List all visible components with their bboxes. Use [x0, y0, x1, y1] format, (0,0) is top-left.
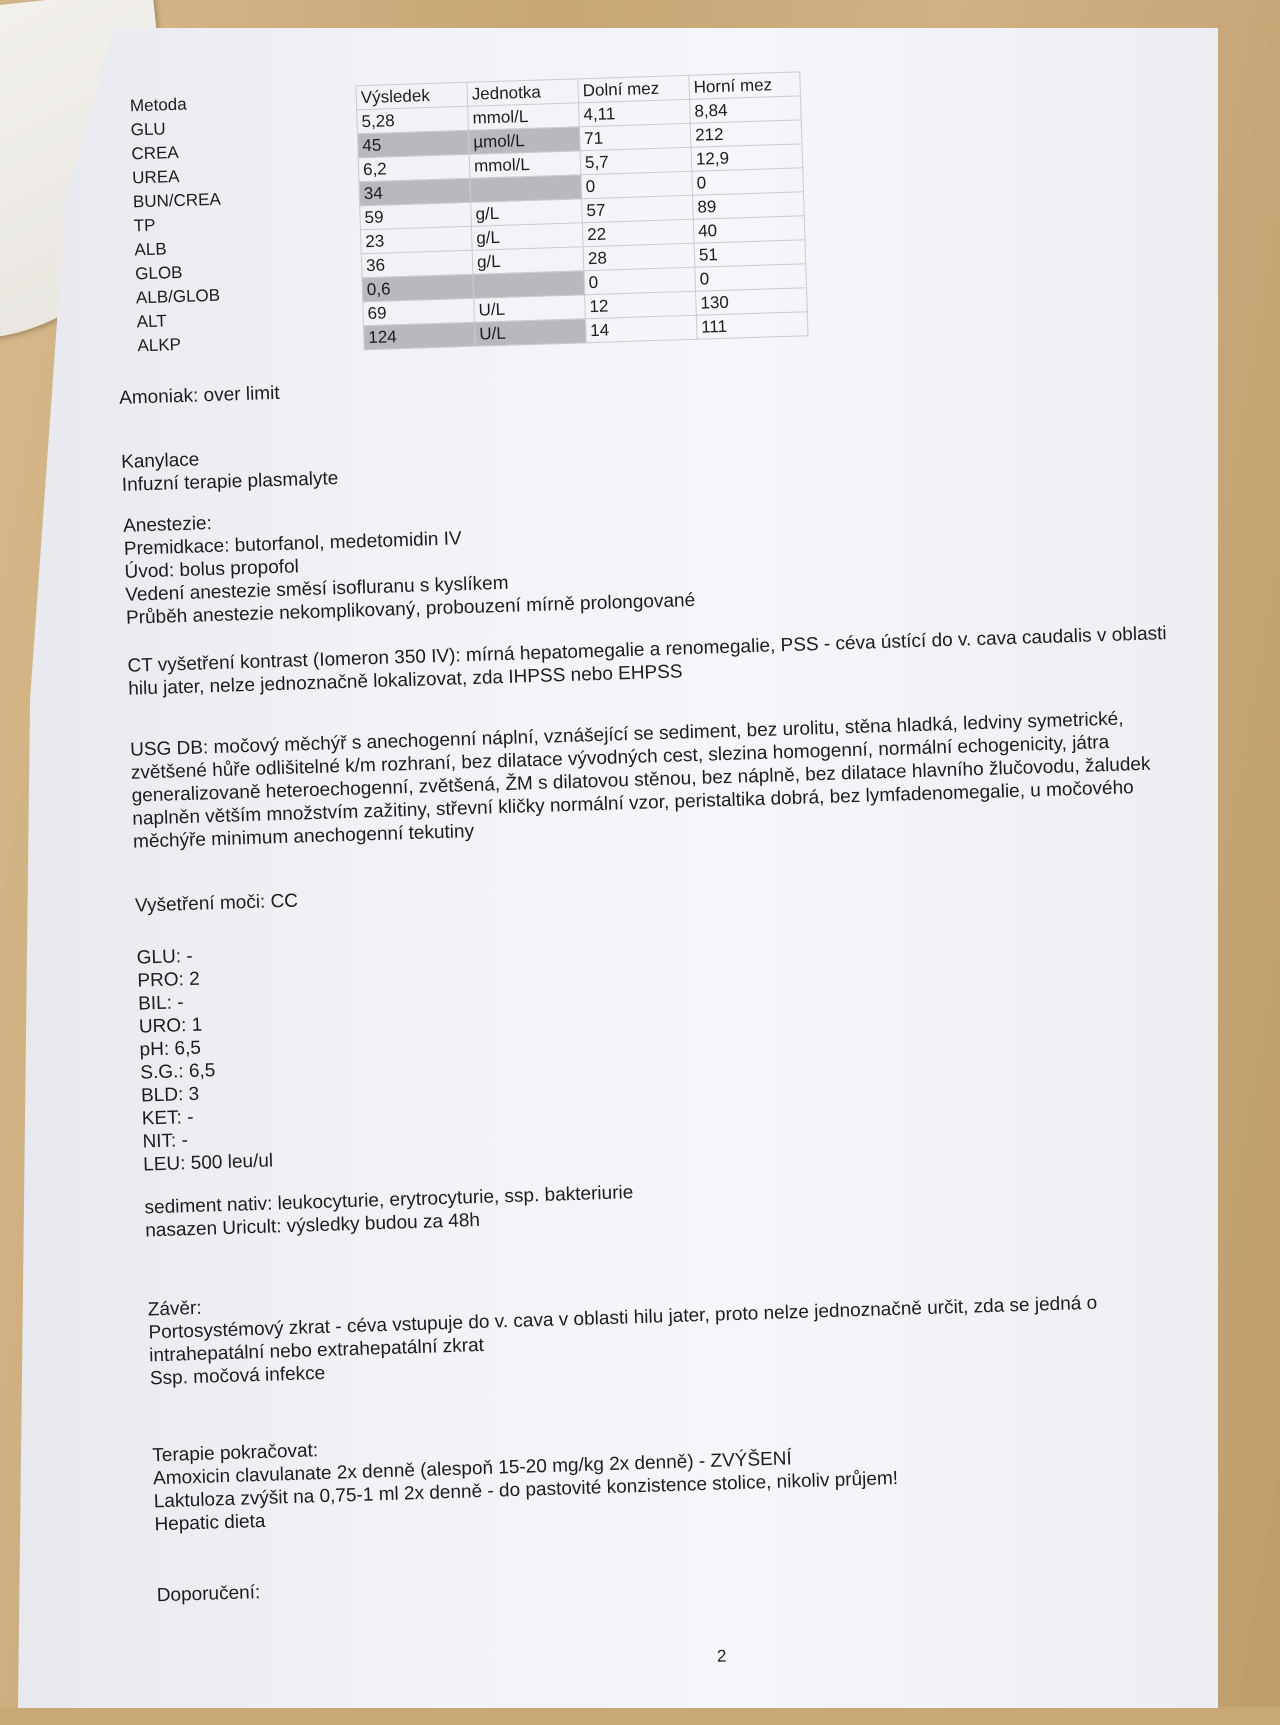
cell-horni: 0: [692, 168, 804, 195]
cell-dolni: 0: [584, 267, 696, 294]
cell-vysledek: 45: [357, 130, 469, 157]
cell-dolni: 28: [583, 243, 695, 270]
cell-horni: 12,9: [691, 144, 803, 171]
cell-jednotka: g/L: [471, 199, 583, 226]
cell-dolni: 14: [585, 315, 697, 342]
amoniak-note: Amoniak: over limit: [118, 382, 280, 409]
cell-dolni: 5,7: [580, 147, 692, 174]
cell-vysledek: 69: [363, 298, 475, 325]
cell-metoda: BUN/CREA: [132, 189, 222, 211]
urine-exam-title: Vyšetření moči: CC: [134, 890, 299, 917]
header-dolni-mez: Dolní mez: [578, 75, 690, 102]
cell-vysledek: 34: [359, 178, 471, 205]
cell-jednotka: g/L: [472, 247, 584, 274]
cell-dolni: 22: [582, 219, 694, 246]
cell-vysledek: 36: [361, 250, 473, 277]
lab-table-body: [126, 96, 808, 357]
cell-jednotka: mmol/L: [468, 103, 580, 130]
cell-horni: 111: [696, 312, 808, 339]
cell-metoda: GLU: [130, 118, 166, 139]
cell-jednotka: µmol/L: [468, 127, 580, 154]
cell-metoda: CREA: [131, 142, 179, 163]
doporuceni-heading: Doporučení:: [156, 1582, 261, 1607]
cell-dolni: 0: [581, 171, 693, 198]
cell-metoda: ALB/GLOB: [135, 285, 221, 307]
cell-jednotka: g/L: [471, 223, 583, 250]
usg-section: USG DB: močový měchýř s anechogenní náplní, vznášející se sediment, bez urolitu, stěna hladká, ledviny symetrické, zvětšené hůře odlišitelné k/m rozhraní, bez dilatace vývodných cest, slezina homogenní, normální echogenicity, játra generalizovaně heteroechogenní, zvětšená, ŽM s dilatovou stěnou, bez náplně, bez dilatace hlavního žlučovodu, žaludek naplněn větším množstvím zažitiny, střevní kličky normální vzor, peristaltika dobrá, bez lymfadenomegalie, u močového měchýře minimum anechogenní tekutiny: [129, 708, 1151, 853]
cell-jednotka: U/L: [474, 319, 586, 346]
cell-vysledek: 59: [360, 202, 472, 229]
lab-results-table: [126, 71, 809, 357]
anestezie-section: Anestezie: Premidkace: butorfanol, medetomidin IV Úvod: bolus propofol Vedení anestezie směsí isofluranu s kyslíkem Průběh anestezie nekomplikovaný, probouzení mírně prolongované: [122, 513, 696, 629]
cell-horni: 89: [693, 192, 805, 219]
zaver-section: Závěr: Portosystémový zkrat - céva vstupuje do v. cava v oblasti hilu jater, proto nelze jednoznačně určit, zda se jedná o intrahepatální nebo extrahepatální zkrat Ssp. močová infekce: [147, 1292, 1098, 1390]
ct-section: CT vyšetření kontrast (Iomeron 350 IV): mírná hepatomegalie a renomegalie, PSS - céva ústící do v. cava caudalis v oblasti hilu jater, nelze jednoznačně lokalizovat, zda IHPSS nebo EHPSS: [127, 623, 1167, 700]
cell-jednotka: U/L: [474, 295, 586, 322]
cell-vysledek: 0,6: [362, 274, 474, 301]
cell-vysledek: 5,28: [357, 106, 469, 133]
sediment-section: sediment nativ: leukocyturie, erytrocyturie, ssp. bakteriurie nasazen Uricult: výsledky budou za 48h: [144, 1182, 634, 1242]
cell-vysledek: 6,2: [358, 154, 470, 181]
header-vysledek: Výsledek: [356, 82, 468, 109]
cell-jednotka: [473, 271, 585, 298]
cell-dolni: 57: [582, 195, 694, 222]
cell-horni: 212: [690, 120, 802, 147]
urine-values: GLU: - PRO: 2 BIL: - URO: 1 pH: 6,5 S.G.: 6,5 BLD: 3 KET: - NIT: - LEU: 500 leu/ul: [136, 945, 274, 1176]
cell-dolni: 4,11: [579, 99, 691, 126]
cell-vysledek: 23: [360, 226, 472, 253]
header-horni-mez: Horní mez: [689, 72, 801, 99]
cell-jednotka: mmol/L: [469, 151, 581, 178]
cell-metoda: ALT: [136, 310, 167, 331]
cell-vysledek: 124: [363, 322, 475, 349]
cell-horni: 40: [693, 216, 805, 243]
header-metoda: Metoda: [129, 94, 187, 115]
terapie-section: Terapie pokračovat: Amoxicin clavulanate 2x denně (alespoň 15-20 mg/kg 2x denně) - ZVÝŠENÍ Laktuloza zvýšit na 0,75-1 ml 2x denně - do pastovité konzistence stolice, nikoliv průjem! Hepatic dieta: [152, 1440, 899, 1536]
kanylace-section: Kanylace Infuzní terapie plasmalyte: [120, 449, 339, 496]
cell-horni: 0: [695, 264, 807, 291]
cell-horni: 51: [694, 240, 806, 267]
page-number: 2: [716, 1646, 727, 1666]
cell-metoda: TP: [133, 215, 156, 235]
cell-jednotka: [470, 175, 582, 202]
cell-dolni: 71: [579, 123, 691, 150]
cell-metoda: GLOB: [134, 262, 183, 283]
cell-metoda: UREA: [131, 166, 180, 187]
cell-metoda: ALKP: [137, 334, 182, 355]
cell-dolni: 12: [585, 291, 697, 318]
cell-horni: 8,84: [690, 96, 802, 123]
cell-metoda: ALB: [134, 238, 167, 259]
header-jednotka: Jednotka: [467, 79, 579, 106]
cell-horni: 130: [696, 288, 808, 315]
